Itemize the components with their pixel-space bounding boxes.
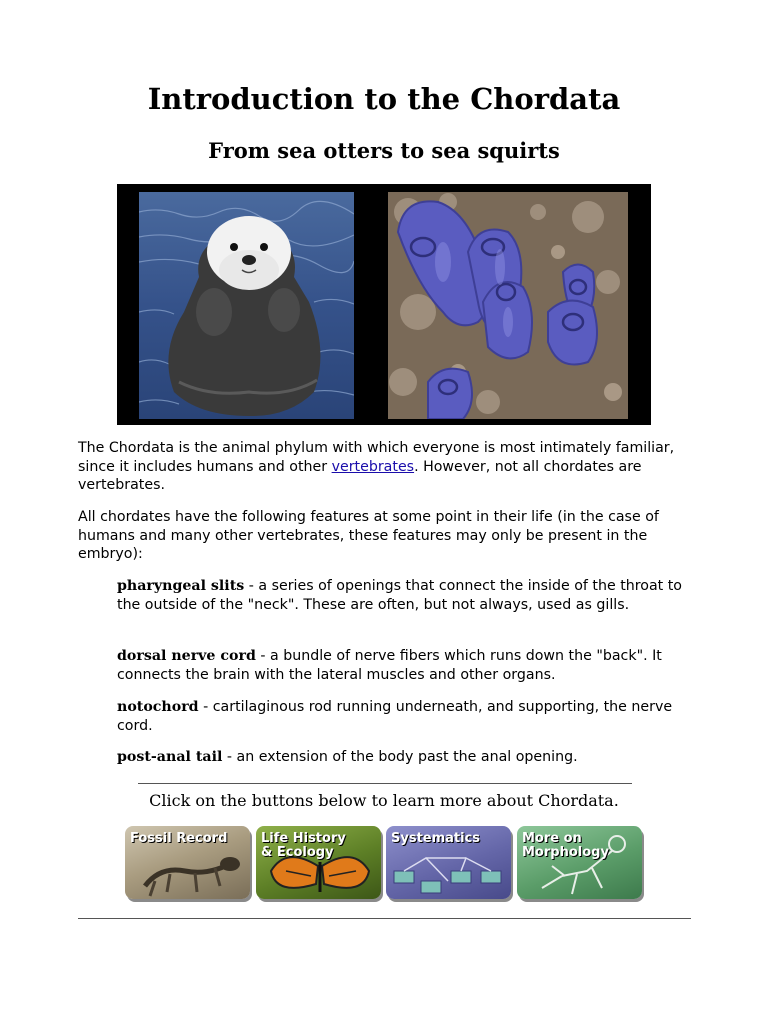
footer-divider xyxy=(78,918,691,919)
intro-paragraph xyxy=(78,439,698,495)
feature-description: - an extension of the body past the anal opening. xyxy=(222,749,578,765)
page-title: Introduction to the Chordata xyxy=(147,82,621,116)
photo-frame xyxy=(117,184,651,425)
intro-text-end: . However, not all chordates are vertebrates. xyxy=(78,458,642,493)
life-history-ecology-button[interactable] xyxy=(256,826,381,899)
button-label: Systematics xyxy=(391,831,481,846)
feature-description: - a bundle of nerve fibers which runs down the "back". It connects the brain with the lateral muscles and other organs. xyxy=(117,648,662,683)
feature-item xyxy=(117,647,702,684)
feature-term: pharyngeal slits xyxy=(117,578,245,594)
button-label-line1: More on xyxy=(522,831,582,846)
systematics-button[interactable] xyxy=(386,826,511,899)
features-intro-paragraph: All chordates have the following features at some point in their life (in the case of humans and many other vertebrates, these features may only be present in the embryo): xyxy=(78,509,659,562)
button-label-line1: Life History xyxy=(261,831,346,846)
feature-item xyxy=(117,577,702,614)
page-subtitle: From sea otters to sea squirts xyxy=(208,138,560,163)
call-to-action: Click on the buttons below to learn more about Chordata. xyxy=(149,791,619,810)
intro-text: The Chordata is the animal phylum with which everyone is most intimately familiar, since it includes humans and other xyxy=(78,440,675,475)
feature-item xyxy=(117,748,702,767)
sea-otter-photo xyxy=(139,192,354,419)
more-on-morphology-button[interactable] xyxy=(517,826,642,899)
feature-term: dorsal nerve cord xyxy=(117,648,256,664)
vertebrates-link[interactable]: vertebrates xyxy=(331,458,415,475)
feature-description: - a series of openings that connect the inside of the throat to the outside of the "neck". These are often, but not always, used as gills. xyxy=(117,578,682,613)
divider xyxy=(138,783,632,784)
button-label-line2: Morphology xyxy=(522,845,609,860)
feature-description: - cartilaginous rod running underneath, and supporting, the nerve cord. xyxy=(117,699,673,734)
button-label-line2: & Ecology xyxy=(261,845,334,860)
fossil-record-button[interactable] xyxy=(125,826,250,899)
feature-item xyxy=(117,698,702,735)
feature-term: post-anal tail xyxy=(117,749,223,765)
feature-term: notochord xyxy=(117,699,199,715)
button-label: Fossil Record xyxy=(130,831,228,846)
sea-squirt-photo xyxy=(388,192,628,419)
